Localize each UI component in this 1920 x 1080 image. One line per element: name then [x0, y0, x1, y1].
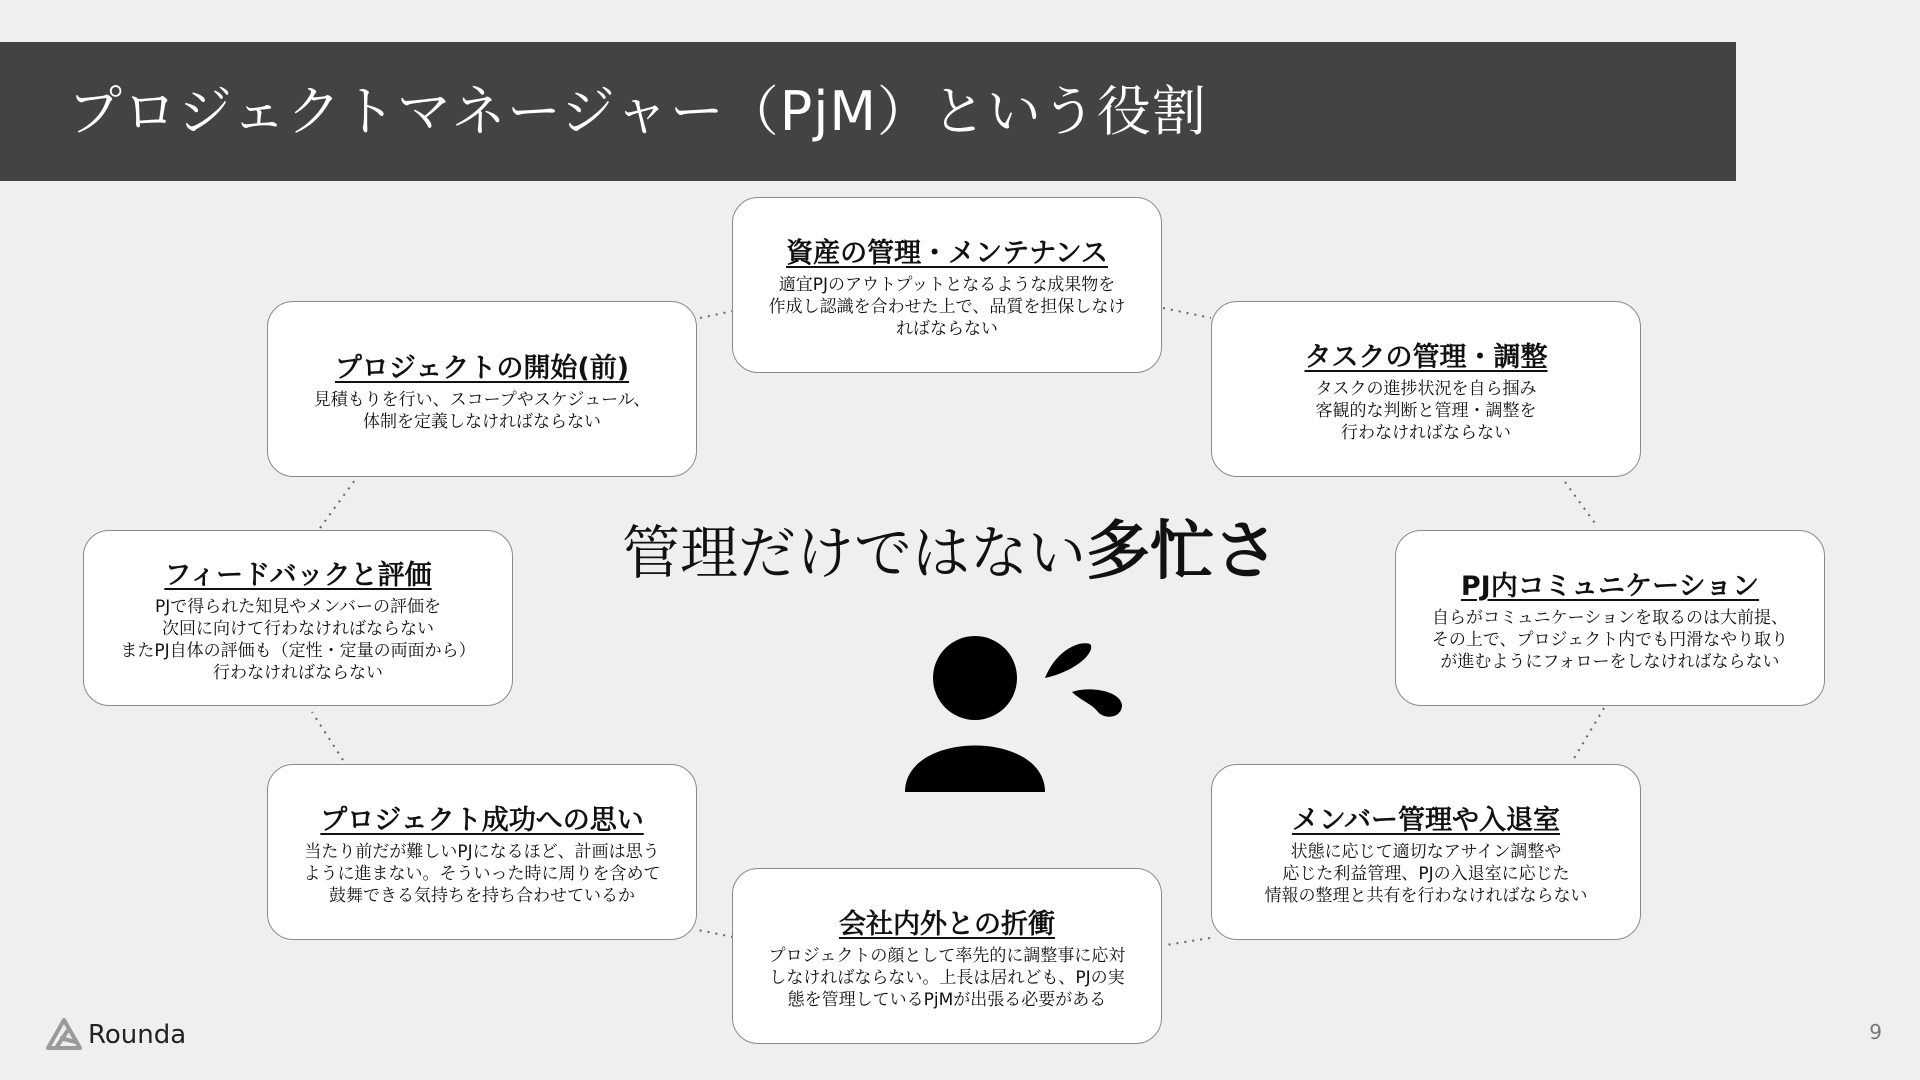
- card-line: しなければならない。上長は居れども、PJの実: [769, 967, 1125, 988]
- card-line: 情報の整理と共有を行わなければならない: [1264, 885, 1588, 906]
- card-project-start: [267, 301, 697, 477]
- card-title: 資産の管理・メンテナンス: [786, 237, 1108, 269]
- brand-name: Rounda: [88, 1020, 187, 1050]
- center-message-regular: 管理だけではない: [621, 519, 1086, 587]
- card-title: プロジェクト成功への思い: [320, 804, 644, 836]
- card-line: 鼓舞できる気持ちを持ち合わせているか: [329, 885, 635, 906]
- card-member-management: [1211, 764, 1641, 940]
- card-description: [1432, 607, 1788, 673]
- card-line: 当たり前だが難しいPJになるほど、計画は思う: [304, 841, 660, 862]
- card-title: プロジェクトの開始(前): [334, 352, 630, 384]
- card-project-success: [267, 764, 697, 940]
- card-title: 会社内外との折衝: [839, 908, 1055, 940]
- card-line: またPJ自体の評価も（定性・定量の両面から）: [120, 640, 476, 661]
- card-description: [1316, 378, 1537, 444]
- card-line: プロジェクトの顔として率先的に調整事に応対: [768, 945, 1126, 966]
- card-negotiation: [732, 868, 1162, 1044]
- card-line: 行わなければならない: [212, 662, 383, 683]
- card-line: ように進まない。そういった時に周りを含めて: [303, 863, 661, 884]
- card-line: 行わなければならない: [1341, 422, 1511, 443]
- card-description: [769, 945, 1126, 1011]
- card-title: PJ内コミュニケーション: [1460, 570, 1760, 602]
- card-line: 次回に向けて行わなければならない: [161, 618, 434, 639]
- card-line: 応じた利益管理、PJの入退室に応じた: [1282, 863, 1570, 884]
- card-line: 自らがコミュニケーションを取るのは大前提、: [1432, 607, 1788, 628]
- card-line: 態を管理しているPjMが出張る必要がある: [787, 989, 1107, 1010]
- slide-title: プロジェクトマネージャー（PjM）という役割: [68, 80, 1207, 143]
- card-line: 適宜PJのアウトプットとなるような成果物を: [778, 274, 1116, 295]
- card-description: [314, 389, 651, 433]
- card-task-management: [1211, 301, 1641, 477]
- card-description: [1265, 841, 1588, 907]
- card-feedback-evaluation: [83, 530, 513, 706]
- card-line: タスクの進捗状況を自ら掴み: [1315, 378, 1537, 399]
- card-description: [120, 596, 475, 684]
- card-line: が進むようにフォローをしなければならない: [1440, 651, 1780, 672]
- card-line: ればならない: [895, 318, 998, 339]
- card-asset-management: [732, 197, 1162, 373]
- card-title: メンバー管理や入退室: [1291, 804, 1561, 836]
- card-title: タスクの管理・調整: [1304, 341, 1548, 373]
- stressed-person-icon: [900, 630, 1130, 795]
- page-number: 9: [1869, 1020, 1882, 1044]
- card-description: [769, 274, 1126, 340]
- card-title: フィードバックと評価: [164, 559, 432, 591]
- card-pj-communication: [1395, 530, 1825, 706]
- card-description: [304, 841, 661, 907]
- brand-logo: [46, 1018, 186, 1052]
- card-line: 客観的な判断と管理・調整を: [1315, 400, 1537, 421]
- center-message-bold: 多忙さ: [1086, 515, 1278, 589]
- card-line: 見積もりを行い、スコープやスケジュール、: [313, 389, 651, 410]
- rounda-logo-icon: [46, 1018, 82, 1052]
- card-line: その上で、プロジェクト内でも円滑なやり取り: [1431, 629, 1789, 650]
- card-line: PJで得られた知見やメンバーの評価を: [154, 596, 442, 617]
- card-line: 作成し認識を合わせた上で、品質を担保しなけ: [768, 296, 1126, 317]
- center-message: [620, 500, 1280, 592]
- card-line: 体制を定義しなければならない: [363, 411, 601, 432]
- card-line: 状態に応じて適切なアサイン調整や: [1290, 841, 1562, 862]
